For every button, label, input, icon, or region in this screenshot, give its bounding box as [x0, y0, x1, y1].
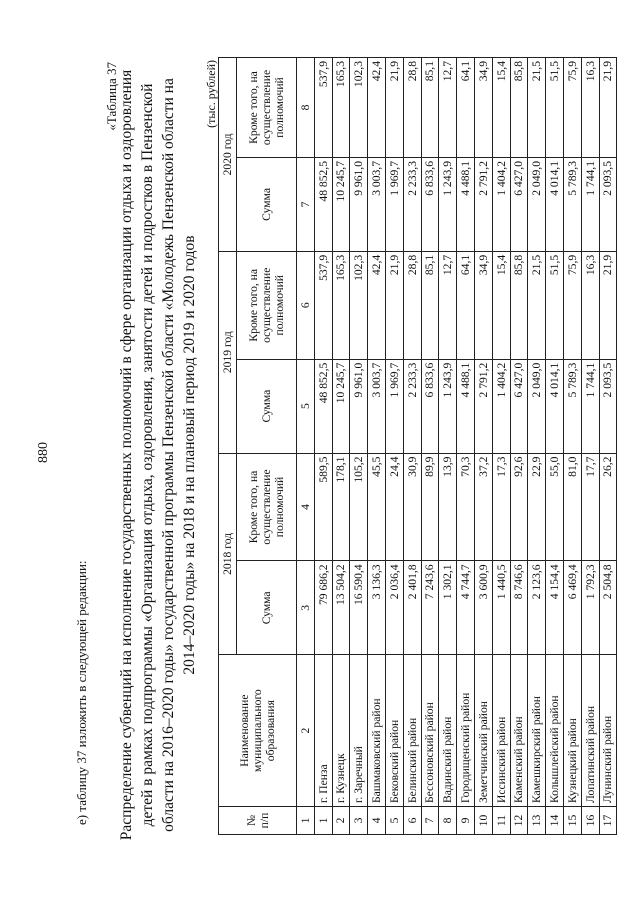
table-number: «Таблица 37 — [104, 62, 119, 131]
header-sum-2020: Сумма — [237, 158, 297, 252]
table-row — [528, 58, 546, 835]
column-number: 6 — [297, 251, 315, 359]
incl-2019: 42,4 — [368, 251, 386, 359]
incl-2018: 13,9 — [439, 453, 457, 561]
sum-2019: 1 969,7 — [385, 359, 403, 453]
sum-2020: 3 003,7 — [368, 158, 386, 252]
row-number: 7 — [421, 807, 439, 835]
table-row — [457, 58, 475, 835]
incl-2019: 34,9 — [474, 251, 492, 359]
row-number: 9 — [457, 807, 475, 835]
sum-2020: 4 488,1 — [457, 158, 475, 252]
incl-2019: 16,3 — [581, 251, 599, 359]
column-number: 4 — [297, 453, 315, 561]
municipality-name: Лопатинский район — [581, 655, 599, 807]
sum-2018: 1 440,5 — [492, 561, 510, 655]
sum-2020: 6 833,6 — [421, 158, 439, 252]
municipality-name: Белинский район — [403, 655, 421, 807]
incl-2018: 30,9 — [403, 453, 421, 561]
column-number: 7 — [297, 158, 315, 252]
table-row — [403, 58, 421, 835]
incl-2019: 165,3 — [332, 251, 350, 359]
incl-2019: 21,5 — [528, 251, 546, 359]
row-number: 6 — [403, 807, 421, 835]
incl-2020: 21,5 — [528, 58, 546, 158]
row-number: 11 — [492, 807, 510, 835]
incl-2020: 16,3 — [581, 58, 599, 158]
sum-2018: 2 036,4 — [385, 561, 403, 655]
incl-2020: 537,9 — [314, 58, 332, 158]
municipality-name: Лунинский район — [599, 655, 617, 807]
row-number: 10 — [474, 807, 492, 835]
sum-2019: 9 961,0 — [350, 359, 368, 453]
incl-2019: 21,9 — [385, 251, 403, 359]
table-row — [581, 58, 599, 835]
row-number: 13 — [528, 807, 546, 835]
sum-2020: 2 233,3 — [403, 158, 421, 252]
incl-2019: 12,7 — [439, 251, 457, 359]
sum-2018: 1 302,1 — [439, 561, 457, 655]
sum-2019: 1 404,2 — [492, 359, 510, 453]
column-numbers-row — [297, 58, 315, 835]
sum-2019: 2 233,3 — [403, 359, 421, 453]
header-incl-2019: Кроме того, на осуществление полномочий — [237, 251, 297, 359]
row-number: 4 — [368, 807, 386, 835]
table-row — [421, 58, 439, 835]
incl-2020: 85,8 — [510, 58, 528, 158]
header-2019: 2019 год — [219, 251, 237, 453]
incl-2018: 37,2 — [474, 453, 492, 561]
incl-2019: 51,5 — [546, 251, 564, 359]
incl-2020: 15,4 — [492, 58, 510, 158]
table-row — [332, 58, 350, 835]
incl-2019: 15,4 — [492, 251, 510, 359]
sum-2020: 1 969,7 — [385, 158, 403, 252]
incl-2020: 85,1 — [421, 58, 439, 158]
incl-2018: 589,5 — [314, 453, 332, 561]
incl-2018: 55,0 — [546, 453, 564, 561]
row-number: 16 — [581, 807, 599, 835]
incl-2018: 92,6 — [510, 453, 528, 561]
incl-2020: 42,4 — [368, 58, 386, 158]
row-number: 8 — [439, 807, 457, 835]
incl-2019: 75,9 — [563, 251, 581, 359]
sum-2020: 2 791,2 — [474, 158, 492, 252]
municipality-name: Камешкирский район — [528, 655, 546, 807]
table-row — [350, 58, 368, 835]
incl-2020: 34,9 — [474, 58, 492, 158]
incl-2020: 102,3 — [350, 58, 368, 158]
table-row — [492, 58, 510, 835]
incl-2019: 21,9 — [599, 251, 617, 359]
sum-2019: 6 427,0 — [510, 359, 528, 453]
incl-2020: 165,3 — [332, 58, 350, 158]
row-number: 14 — [546, 807, 564, 835]
municipality-name: Иссинский район — [492, 655, 510, 807]
table-row — [510, 58, 528, 835]
sum-2018: 13 504,2 — [332, 561, 350, 655]
sum-2018: 4 154,4 — [546, 561, 564, 655]
page-number: 880 — [36, 442, 51, 463]
incl-2018: 89,9 — [421, 453, 439, 561]
sum-2018: 8 746,6 — [510, 561, 528, 655]
sum-2019: 1 243,9 — [439, 359, 457, 453]
incl-2019: 85,1 — [421, 251, 439, 359]
row-number: 17 — [599, 807, 617, 835]
municipality-name: г. Кузнецк — [332, 655, 350, 807]
sum-2019: 10 245,7 — [332, 359, 350, 453]
incl-2018: 70,3 — [457, 453, 475, 561]
incl-2020: 21,9 — [385, 58, 403, 158]
incl-2020: 21,9 — [599, 58, 617, 158]
units-label: (тыс. рублей) — [204, 60, 218, 128]
header-name: Наименование муниципального образования — [219, 655, 297, 807]
sum-2020: 6 427,0 — [510, 158, 528, 252]
incl-2020: 64,1 — [457, 58, 475, 158]
header-incl-2020: Кроме того, на осуществление полномочий — [237, 58, 297, 158]
municipality-name: Каменский район — [510, 655, 528, 807]
table-row — [385, 58, 403, 835]
sum-2018: 2 123,6 — [528, 561, 546, 655]
header-sum-2019: Сумма — [237, 359, 297, 453]
incl-2020: 28,8 — [403, 58, 421, 158]
incl-2018: 17,7 — [581, 453, 599, 561]
sum-2019: 2 049,0 — [528, 359, 546, 453]
header-sum-2018: Сумма — [237, 561, 297, 655]
incl-2019: 64,1 — [457, 251, 475, 359]
sum-2020: 1 404,2 — [492, 158, 510, 252]
incl-2020: 75,9 — [563, 58, 581, 158]
sum-2018: 4 744,7 — [457, 561, 475, 655]
sum-2018: 6 469,4 — [563, 561, 581, 655]
sum-2020: 4 014,1 — [546, 158, 564, 252]
sum-2019: 3 003,7 — [368, 359, 386, 453]
sum-2020: 2 049,0 — [528, 158, 546, 252]
sum-2020: 48 852,5 — [314, 158, 332, 252]
column-number: 3 — [297, 561, 315, 655]
sum-2018: 1 792,3 — [581, 561, 599, 655]
sum-2020: 10 245,7 — [332, 158, 350, 252]
sum-2018: 3 136,3 — [368, 561, 386, 655]
incl-2018: 22,9 — [528, 453, 546, 561]
incl-2018: 45,5 — [368, 453, 386, 561]
sum-2018: 79 686,2 — [314, 561, 332, 655]
header-2018: 2018 год — [219, 453, 237, 655]
row-number: 12 — [510, 807, 528, 835]
municipality-name: Бековский район — [385, 655, 403, 807]
sum-2019: 48 852,5 — [314, 359, 332, 453]
sum-2019: 6 833,6 — [421, 359, 439, 453]
sum-2020: 1 243,9 — [439, 158, 457, 252]
column-number: 1 — [297, 807, 315, 835]
municipality-name: Земетчинский район — [474, 655, 492, 807]
column-number: 8 — [297, 58, 315, 158]
column-number: 2 — [297, 655, 315, 807]
incl-2020: 51,5 — [546, 58, 564, 158]
municipality-name: Вадинский район — [439, 655, 457, 807]
sum-2018: 16 590,4 — [350, 561, 368, 655]
sum-2018: 3 600,9 — [474, 561, 492, 655]
municipality-name: Колышлейский район — [546, 655, 564, 807]
incl-2019: 85,8 — [510, 251, 528, 359]
header-num: № п/п — [219, 807, 297, 835]
table-row — [314, 58, 332, 835]
table-body — [297, 58, 617, 835]
row-number: 15 — [563, 807, 581, 835]
sum-2019: 5 789,3 — [563, 359, 581, 453]
municipality-name: Кузнецкий район — [563, 655, 581, 807]
sum-2020: 1 744,1 — [581, 158, 599, 252]
municipality-name: Городищенский район — [457, 655, 475, 807]
incl-2019: 537,9 — [314, 251, 332, 359]
incl-2020: 12,7 — [439, 58, 457, 158]
municipality-name: г. Заречный — [350, 655, 368, 807]
incl-2018: 81,0 — [563, 453, 581, 561]
sum-2020: 5 789,3 — [563, 158, 581, 252]
sum-2018: 7 243,6 — [421, 561, 439, 655]
incl-2018: 26,2 — [599, 453, 617, 561]
table-row — [439, 58, 457, 835]
sum-2018: 2 401,8 — [403, 561, 421, 655]
municipality-name: г. Пенза — [314, 655, 332, 807]
header-2020: 2020 год — [219, 58, 237, 252]
column-number: 5 — [297, 359, 315, 453]
row-number: 2 — [332, 807, 350, 835]
table-row — [546, 58, 564, 835]
table-title: Распределение субвенций на исполнение государственных полномочий в сфере организации отдыха и оздоровления детей в рамках подпрограммы «Организация отдыха, оздоровления, занятости детей и подростков в Пензенской области на 2016–2020 годы» государственной программы Пензенской области «Молодежь Пензенской области на 2014–2020 годы» на 2018 и на плановый период 2019 и 2020 годов — [118, 69, 198, 841]
incl-2018: 17,3 — [492, 453, 510, 561]
sum-2018: 2 504,8 — [599, 561, 617, 655]
incl-2018: 105,2 — [350, 453, 368, 561]
sum-2019: 2 791,2 — [474, 359, 492, 453]
row-number: 3 — [350, 807, 368, 835]
row-number: 5 — [385, 807, 403, 835]
table-row — [599, 58, 617, 835]
row-number: 1 — [314, 807, 332, 835]
sum-2019: 4 488,1 — [457, 359, 475, 453]
subventions-table — [218, 57, 617, 835]
incl-2018: 178,1 — [332, 453, 350, 561]
incl-2018: 24,4 — [385, 453, 403, 561]
table-row — [368, 58, 386, 835]
municipality-name: Бессоновский район — [421, 655, 439, 807]
sum-2020: 9 961,0 — [350, 158, 368, 252]
incl-2019: 28,8 — [403, 251, 421, 359]
sum-2020: 2 093,5 — [599, 158, 617, 252]
instruction-text: е) таблицу 37 изложить в следующей редакции: — [74, 560, 89, 825]
sum-2019: 2 093,5 — [599, 359, 617, 453]
sum-2019: 4 014,1 — [546, 359, 564, 453]
municipality-name: Башмаковский район — [368, 655, 386, 807]
incl-2019: 102,3 — [350, 251, 368, 359]
header-incl-2018: Кроме того, на осуществление полномочий — [237, 453, 297, 561]
table-row — [474, 58, 492, 835]
sum-2019: 1 744,1 — [581, 359, 599, 453]
table-row — [563, 58, 581, 835]
